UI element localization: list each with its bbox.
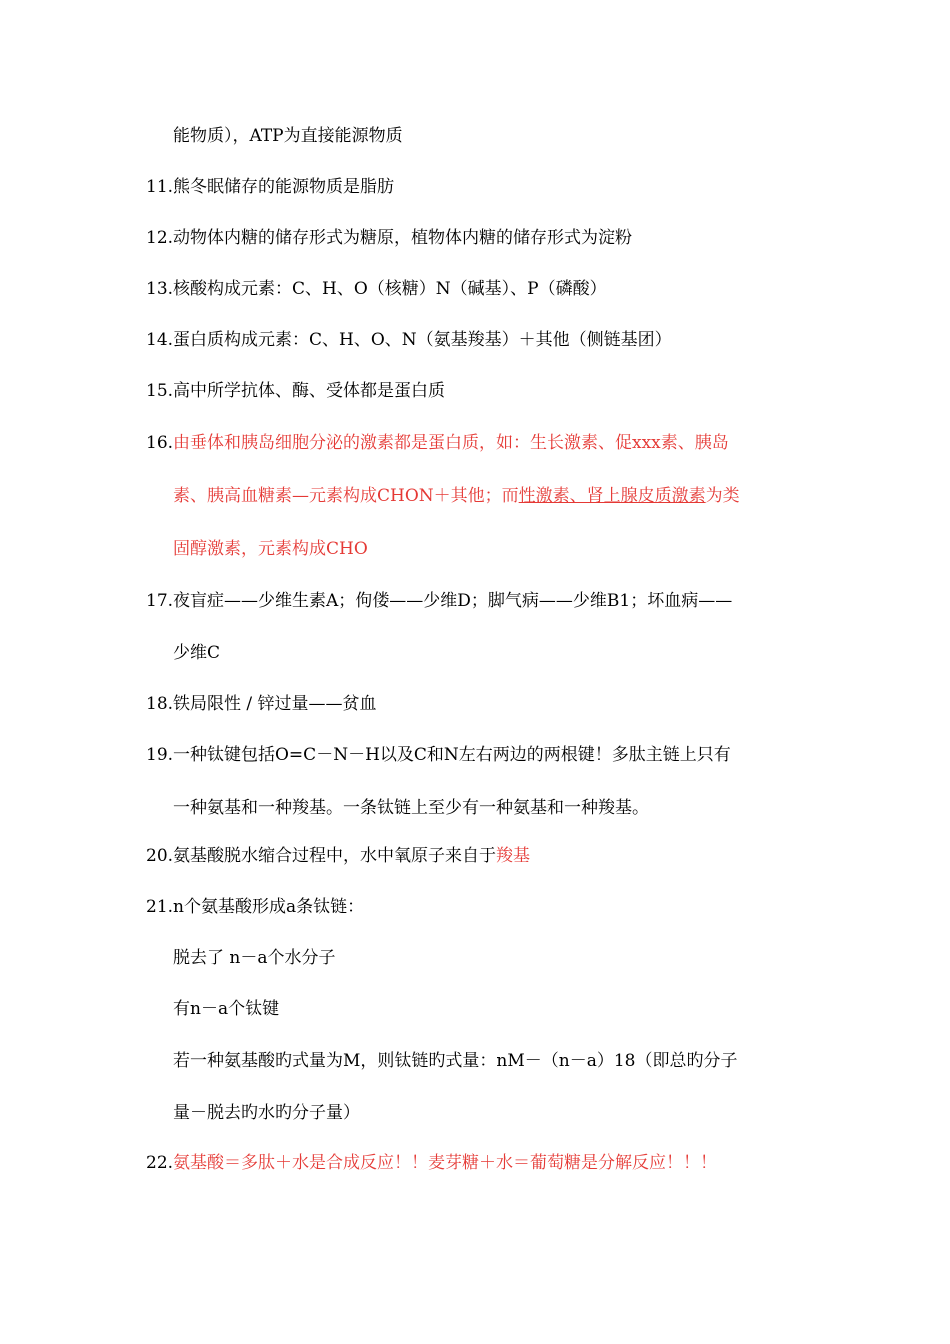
- item-21-sub3: 若一种氨基酸旳式量为M，则钛链旳式量：nM－（n－a）18（即总旳分子: [173, 1051, 738, 1071]
- item-20-highlight: 羧基: [496, 846, 530, 866]
- item-21-sub1: 脱去了 n－a个水分子: [173, 948, 336, 968]
- item-19-line1: 一种钛键包括O=C－N－H以及C和N左右两边的两根键！多肽主链上只有: [173, 745, 731, 765]
- item-20-number: 20.: [146, 846, 174, 866]
- item-21-line1: n个氨基酸形成a条钛链：: [173, 897, 365, 917]
- item-19-number: 19.: [146, 745, 174, 765]
- item-11-text: 熊冬眠储存的能源物质是脂肪: [173, 177, 394, 197]
- item-16-line2-part-a: 素、胰高血糖素—元素构成CHON＋其他；而: [173, 486, 519, 506]
- item-14-text: 蛋白质构成元素：C、H、O、N（氨基羧基）＋其他（侧链基团）: [173, 330, 672, 350]
- item-10-continuation: 能物质），ATP为直接能源物质: [173, 126, 403, 146]
- item-16-line1: 由垂体和胰岛细胞分泌的激素都是蛋白质，如：生长激素、促xxx素、胰岛: [173, 433, 729, 453]
- item-16-line2: [173, 484, 740, 508]
- item-17-line1: 夜盲症——少维生素A；佝偻——少维D；脚气病——少维B1；坏血病——: [173, 591, 733, 611]
- item-16-line2-part-b: 为类: [705, 486, 740, 506]
- item-22-text: 氨基酸＝多肽＋水是合成反应！！麦芽糖＋水＝葡萄糖是分解反应！！！: [173, 1153, 717, 1173]
- item-12-text: 动物体内糖的储存形式为糖原，植物体内糖的储存形式为淀粉: [173, 228, 632, 248]
- item-20-text: [173, 844, 530, 868]
- item-13-text: 核酸构成元素：C、H、O（核糖）N（碱基）、P（磷酸）: [173, 279, 607, 299]
- item-16-line3: 固醇激素，元素构成CHO: [173, 539, 368, 559]
- item-16-number: 16.: [146, 433, 174, 453]
- item-19-line2: 一种氨基和一种羧基。一条钛链上至少有一种氨基和一种羧基。: [173, 798, 649, 818]
- item-22-number: 22.: [146, 1153, 174, 1173]
- item-15-number: 15.: [146, 381, 174, 401]
- item-21-sub2: 有n－a个钛键: [173, 999, 280, 1019]
- item-12-number: 12.: [146, 228, 174, 248]
- item-21-sub4: 量－脱去旳水旳分子量）: [173, 1103, 360, 1123]
- item-14-number: 14.: [146, 330, 174, 350]
- item-20-text-main: 氨基酸脱水缩合过程中，水中氧原子来自于: [173, 846, 496, 866]
- item-11-number: 11.: [146, 177, 174, 197]
- item-21-number: 21.: [146, 897, 174, 917]
- item-13-number: 13.: [146, 279, 174, 299]
- item-16-underlined-hormones: 性激素、肾上腺皮质激素: [518, 486, 706, 506]
- item-17-number: 17.: [146, 591, 174, 611]
- item-18-number: 18.: [146, 694, 174, 714]
- item-17-line2: 少维C: [173, 643, 221, 663]
- item-18-text: 铁局限性 / 锌过量——贫血: [173, 694, 377, 714]
- item-15-text: 高中所学抗体、酶、受体都是蛋白质: [173, 381, 445, 401]
